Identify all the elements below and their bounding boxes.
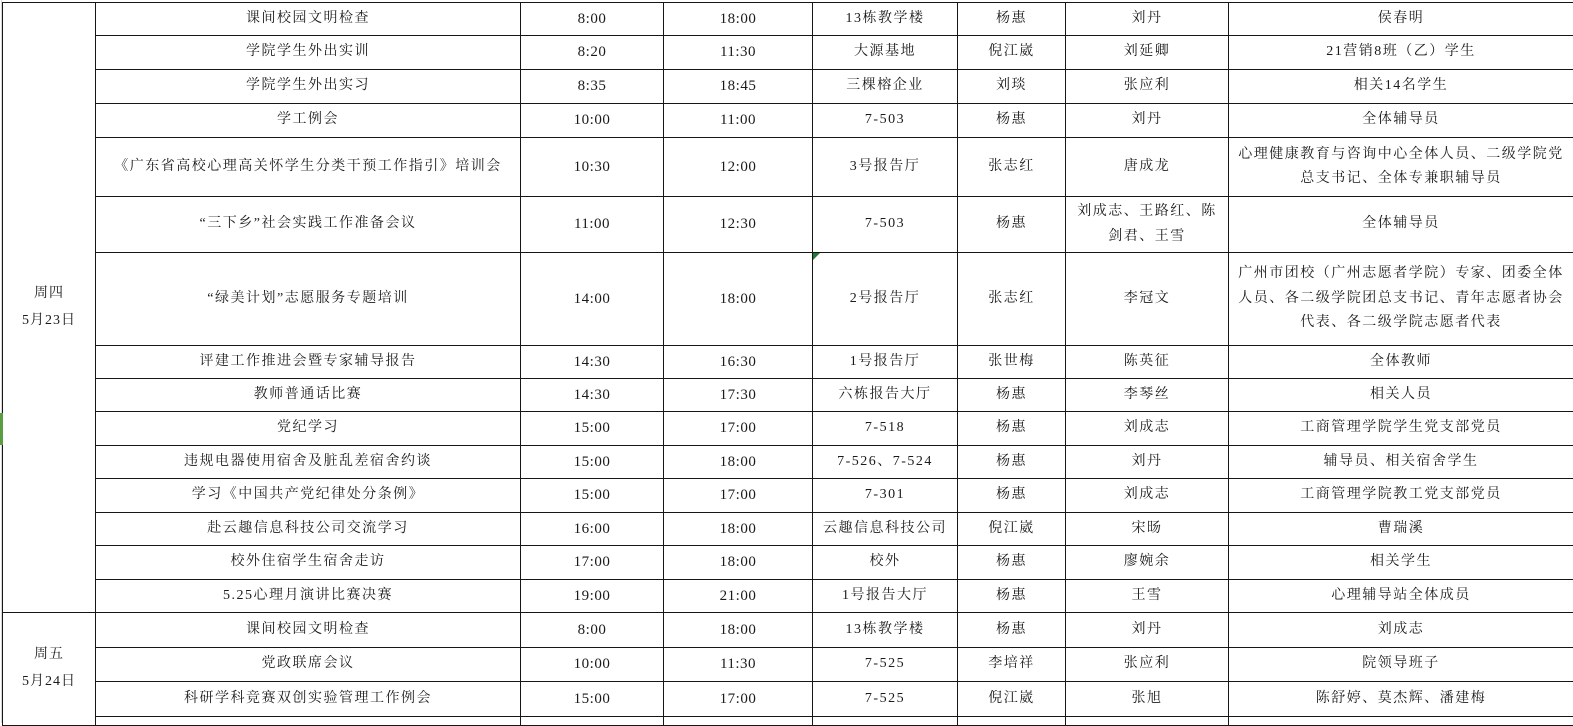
start-time-cell-text: 10:00: [574, 112, 611, 128]
location-cell[interactable]: [813, 648, 958, 682]
event-cell-text: 违规电器使用宿舍及脏乱差宿舍约谈: [184, 454, 432, 469]
event-cell[interactable]: [96, 446, 521, 479]
organizer-cell[interactable]: [1066, 580, 1229, 613]
end-time-cell-text: 17:00: [720, 487, 757, 503]
event-cell-text: 《广东省高校心理高关怀学生分类干预工作指引》培训会: [114, 159, 502, 174]
event-cell-text: 课间校园文明检查: [246, 11, 370, 26]
participants-cell-text: 心理健康教育与咨询中心全体人员、二级学院党总支书记、全体专兼职辅导员: [1238, 147, 1564, 187]
end-time-cell[interactable]: [664, 682, 813, 717]
participants-cell-text: 侯春明: [1378, 11, 1425, 26]
start-time-cell[interactable]: [521, 648, 664, 682]
event-cell-text: 5.25心理月演讲比赛决赛: [223, 588, 393, 603]
participants-cell-text: 全体辅导员: [1362, 112, 1440, 127]
person-in-charge-cell[interactable]: [958, 580, 1066, 613]
participants-cell[interactable]: [1229, 613, 1573, 648]
location-cell[interactable]: [813, 580, 958, 613]
location-cell-text: 7-518: [865, 420, 905, 435]
organizer-cell-text: 刘丹: [1132, 454, 1163, 469]
location-cell-text: 大源基地: [854, 44, 916, 59]
start-time-cell[interactable]: [521, 138, 664, 197]
start-time-cell[interactable]: [521, 412, 664, 446]
location-cell[interactable]: [813, 36, 958, 70]
participants-cell[interactable]: [1229, 580, 1573, 613]
person-in-charge-cell-text: 刘琰: [996, 78, 1027, 93]
location-cell[interactable]: [813, 104, 958, 138]
location-cell[interactable]: [813, 70, 958, 104]
start-time-cell[interactable]: [521, 546, 664, 580]
table-row: [3, 70, 1573, 104]
event-cell-text: 校外住宿学生宿舍走访: [231, 554, 386, 569]
end-time-cell[interactable]: [664, 138, 813, 197]
location-cell-text: 校外: [870, 554, 901, 569]
location-cell[interactable]: [813, 682, 958, 717]
date-label: 5月24日: [9, 669, 89, 696]
location-cell-text: 13栋教学楼: [846, 11, 925, 26]
event-cell[interactable]: [96, 682, 521, 717]
organizer-cell-text: 刘丹: [1132, 11, 1163, 26]
person-in-charge-cell-text: 倪江崴: [988, 44, 1035, 59]
start-time-cell[interactable]: [521, 613, 664, 648]
end-time-cell-text: 16:30: [720, 354, 757, 370]
participants-cell[interactable]: [1229, 717, 1573, 726]
organizer-cell[interactable]: [1066, 346, 1229, 379]
organizer-cell-text: 刘丹: [1132, 622, 1163, 637]
table-row: [3, 138, 1573, 197]
end-time-cell-text: 11:00: [720, 112, 756, 128]
participants-cell[interactable]: [1229, 648, 1573, 682]
person-in-charge-cell-text: 杨惠: [996, 554, 1027, 569]
event-cell-text: “三下乡”社会实践工作准备会议: [200, 216, 417, 231]
end-time-cell-text: 18:00: [720, 454, 757, 470]
start-time-cell-text: 15:00: [574, 691, 611, 707]
participants-cell[interactable]: [1229, 379, 1573, 412]
event-cell-text: “绿美计划”志愿服务专题培训: [207, 291, 408, 306]
table-row: [3, 36, 1573, 70]
start-time-cell-text: 15:00: [574, 420, 611, 436]
participants-cell[interactable]: [1229, 682, 1573, 717]
end-time-cell-text: 18:00: [720, 11, 757, 27]
table-row: [3, 346, 1573, 379]
person-in-charge-cell[interactable]: [958, 546, 1066, 580]
organizer-cell[interactable]: [1066, 613, 1229, 648]
participants-cell-text: 全体辅导员: [1362, 216, 1440, 231]
participants-cell-text: 辅导员、相关宿舍学生: [1324, 454, 1479, 469]
organizer-cell[interactable]: [1066, 682, 1229, 717]
end-time-cell[interactable]: [664, 36, 813, 70]
end-time-cell[interactable]: [664, 253, 813, 346]
start-time-cell[interactable]: [521, 717, 664, 726]
end-time-cell-text: 18:00: [720, 291, 757, 307]
location-cell-text: 7-525: [865, 691, 905, 706]
person-in-charge-cell-text: 杨惠: [996, 11, 1027, 26]
table-row: [3, 253, 1573, 346]
end-time-cell-text: 11:30: [720, 44, 756, 60]
event-cell[interactable]: [96, 546, 521, 580]
organizer-cell-text: 张应利: [1124, 78, 1171, 93]
event-cell[interactable]: [96, 253, 521, 346]
location-cell-text: 13栋教学楼: [846, 622, 925, 637]
participants-cell[interactable]: [1229, 104, 1573, 138]
organizer-cell[interactable]: [1066, 446, 1229, 479]
end-time-cell-text: 21:00: [720, 588, 757, 604]
participants-cell-text: 院领导班子: [1362, 656, 1440, 671]
end-time-cell-text: 17:00: [720, 420, 757, 436]
organizer-cell-text: 李冠文: [1124, 291, 1171, 306]
participants-cell[interactable]: [1229, 70, 1573, 104]
person-in-charge-cell[interactable]: [958, 36, 1066, 70]
location-cell[interactable]: [813, 613, 958, 648]
person-in-charge-cell-text: 杨惠: [996, 487, 1027, 502]
event-cell[interactable]: [96, 717, 521, 726]
person-in-charge-cell[interactable]: [958, 648, 1066, 682]
end-time-cell[interactable]: [664, 613, 813, 648]
location-cell-text: 7-503: [865, 216, 905, 231]
location-cell[interactable]: [813, 138, 958, 197]
person-in-charge-cell[interactable]: [958, 412, 1066, 446]
day-label: 周四: [9, 281, 89, 308]
organizer-cell[interactable]: [1066, 70, 1229, 104]
start-time-cell-text: 10:30: [574, 159, 611, 175]
participants-cell-text: 曹瑞溪: [1378, 521, 1425, 536]
person-in-charge-cell-text: 杨惠: [996, 622, 1027, 637]
table-row: [3, 104, 1573, 138]
participants-cell[interactable]: [1229, 197, 1573, 253]
start-time-cell-text: 8:00: [578, 622, 607, 638]
person-in-charge-cell-text: 张世梅: [988, 354, 1035, 369]
location-cell[interactable]: [813, 197, 958, 253]
event-cell[interactable]: [96, 346, 521, 379]
start-time-cell-text: 15:00: [574, 454, 611, 470]
participants-cell-text: 心理辅导站全体成员: [1331, 588, 1471, 603]
person-in-charge-cell[interactable]: [958, 104, 1066, 138]
location-cell-text: 7-503: [865, 112, 905, 127]
organizer-cell-text: 刘成志: [1124, 420, 1171, 435]
end-time-cell[interactable]: [664, 513, 813, 546]
end-time-cell[interactable]: [664, 3, 813, 36]
participants-cell[interactable]: [1229, 36, 1573, 70]
person-in-charge-cell[interactable]: [958, 717, 1066, 726]
location-cell[interactable]: [813, 717, 958, 726]
schedule-table: [2, 2, 1573, 726]
start-time-cell-text: 19:00: [574, 588, 611, 604]
participants-cell-text: 工商管理学院学生党支部党员: [1300, 420, 1502, 435]
person-in-charge-cell[interactable]: [958, 379, 1066, 412]
location-cell[interactable]: [813, 412, 958, 446]
end-time-cell-text: 17:00: [720, 691, 757, 707]
person-in-charge-cell[interactable]: [958, 197, 1066, 253]
person-in-charge-cell-text: 杨惠: [996, 454, 1027, 469]
table-row: [3, 717, 1573, 726]
person-in-charge-cell[interactable]: [958, 138, 1066, 197]
participants-cell[interactable]: [1229, 513, 1573, 546]
organizer-cell[interactable]: [1066, 3, 1229, 36]
end-time-cell[interactable]: [664, 346, 813, 379]
person-in-charge-cell-text: 杨惠: [996, 420, 1027, 435]
table-row: [3, 546, 1573, 580]
table-row: [3, 580, 1573, 613]
event-cell[interactable]: [96, 479, 521, 513]
event-cell-text: 学院学生外出实训: [246, 44, 370, 59]
location-cell[interactable]: [813, 513, 958, 546]
location-cell-text: 7-526、7-524: [837, 454, 933, 469]
organizer-cell-text: 王雪: [1132, 588, 1163, 603]
person-in-charge-cell-text: 张志红: [988, 159, 1035, 174]
organizer-cell-text: 张应利: [1124, 656, 1171, 671]
participants-cell[interactable]: [1229, 346, 1573, 379]
location-cell-text: 7-301: [865, 487, 905, 502]
organizer-cell[interactable]: [1066, 138, 1229, 197]
location-cell-text: 2号报告厅: [850, 291, 921, 306]
cell-flag-icon: [813, 253, 820, 260]
event-cell[interactable]: [96, 70, 521, 104]
location-cell-text: 3号报告厅: [850, 159, 921, 174]
event-cell-text: 学工例会: [277, 112, 339, 127]
person-in-charge-cell[interactable]: [958, 682, 1066, 717]
start-time-cell[interactable]: [521, 446, 664, 479]
person-in-charge-cell-text: 李培祥: [988, 656, 1035, 671]
event-cell[interactable]: [96, 36, 521, 70]
person-in-charge-cell-text: 倪江崴: [988, 691, 1035, 706]
person-in-charge-cell-text: 杨惠: [996, 112, 1027, 127]
organizer-cell[interactable]: [1066, 197, 1229, 253]
start-time-cell[interactable]: [521, 479, 664, 513]
person-in-charge-cell[interactable]: [958, 70, 1066, 104]
person-in-charge-cell[interactable]: [958, 513, 1066, 546]
organizer-cell[interactable]: [1066, 36, 1229, 70]
table-row: [3, 446, 1573, 479]
table-row: [3, 613, 1573, 648]
start-time-cell-text: 8:00: [578, 11, 607, 27]
organizer-cell-text: 张旭: [1132, 691, 1163, 706]
event-cell-text: 科研学科竞赛双创实验管理工作例会: [184, 691, 432, 706]
table-row: [3, 648, 1573, 682]
event-cell[interactable]: [96, 580, 521, 613]
end-time-cell[interactable]: [664, 546, 813, 580]
person-in-charge-cell-text: 杨惠: [996, 588, 1027, 603]
start-time-cell[interactable]: [521, 580, 664, 613]
table-row: [3, 197, 1573, 253]
end-time-cell-text: 17:30: [720, 387, 757, 403]
participants-cell-text: 21营销8班（乙）学生: [1326, 44, 1476, 59]
end-time-cell-text: 18:00: [720, 521, 757, 537]
participants-cell-text: 刘成志: [1378, 622, 1425, 637]
organizer-cell-text: 廖婉余: [1124, 554, 1171, 569]
start-time-cell[interactable]: [521, 104, 664, 138]
event-cell-text: 课间校园文明检查: [246, 622, 370, 637]
event-cell-text: 教师普通话比赛: [254, 387, 363, 402]
organizer-cell[interactable]: [1066, 253, 1229, 346]
end-time-cell[interactable]: [664, 70, 813, 104]
table-row: [3, 513, 1573, 546]
person-in-charge-cell-text: 杨惠: [996, 216, 1027, 231]
location-cell[interactable]: [813, 3, 958, 36]
participants-cell[interactable]: [1229, 446, 1573, 479]
end-time-cell-text: 12:00: [720, 159, 757, 175]
event-cell-text: 赴云趣信息科技公司交流学习: [207, 521, 409, 536]
location-cell[interactable]: [813, 346, 958, 379]
start-time-cell-text: 11:00: [574, 216, 610, 232]
end-time-cell[interactable]: [664, 104, 813, 138]
organizer-cell[interactable]: [1066, 379, 1229, 412]
participants-cell-text: 广州市团校（广州志愿者学院）专家、团委全体人员、各二级学院团总支书记、青年志愿者协会代表、各二级学院志愿者代表: [1238, 266, 1564, 330]
participants-cell-text: 相关人员: [1370, 387, 1432, 402]
event-cell[interactable]: [96, 3, 521, 36]
start-time-cell-text: 15:00: [574, 487, 611, 503]
table-row: [3, 3, 1573, 36]
organizer-cell-text: 唐成龙: [1124, 159, 1171, 174]
organizer-cell[interactable]: [1066, 648, 1229, 682]
event-cell-text: 学习《中国共产党纪律处分条例》: [192, 487, 425, 502]
participants-cell-text: 相关14名学生: [1354, 78, 1449, 93]
location-cell[interactable]: [813, 379, 958, 412]
person-in-charge-cell[interactable]: [958, 446, 1066, 479]
organizer-cell[interactable]: [1066, 513, 1229, 546]
location-cell-text: 1号报告厅: [850, 354, 921, 369]
end-time-cell-text: 18:00: [720, 622, 757, 638]
participants-cell-text: 全体教师: [1370, 354, 1432, 369]
participants-cell[interactable]: [1229, 253, 1573, 346]
participants-cell[interactable]: [1229, 479, 1573, 513]
organizer-cell[interactable]: [1066, 104, 1229, 138]
end-time-cell[interactable]: [664, 717, 813, 726]
event-cell[interactable]: [96, 104, 521, 138]
location-cell-text: 7-525: [865, 656, 905, 671]
event-cell[interactable]: [96, 197, 521, 253]
event-cell-text: 学院学生外出实习: [246, 78, 370, 93]
day-label: 周五: [9, 642, 89, 669]
end-time-cell[interactable]: [664, 648, 813, 682]
location-cell[interactable]: [813, 446, 958, 479]
person-in-charge-cell[interactable]: [958, 479, 1066, 513]
person-in-charge-cell[interactable]: [958, 253, 1066, 346]
sheet-left-edge: [1, 0, 2, 723]
organizer-cell-text: 刘成志: [1124, 487, 1171, 502]
start-time-cell-text: 14:30: [574, 387, 611, 403]
organizer-cell-text: 陈英征: [1124, 354, 1171, 369]
start-time-cell[interactable]: [521, 513, 664, 546]
table-row: [3, 412, 1573, 446]
start-time-cell[interactable]: [521, 197, 664, 253]
participants-cell[interactable]: [1229, 546, 1573, 580]
table-row: [3, 682, 1573, 717]
event-cell[interactable]: [96, 379, 521, 412]
start-time-cell[interactable]: [521, 346, 664, 379]
organizer-cell[interactable]: [1066, 717, 1229, 726]
person-in-charge-cell[interactable]: [958, 346, 1066, 379]
event-cell[interactable]: [96, 513, 521, 546]
day-cell[interactable]: [3, 3, 96, 613]
left-selection-strip: [0, 413, 3, 445]
table-row: [3, 379, 1573, 412]
event-cell-text: 党纪学习: [277, 420, 339, 435]
location-cell[interactable]: [813, 253, 958, 346]
participants-cell[interactable]: [1229, 3, 1573, 36]
end-time-cell-text: 18:45: [720, 78, 757, 94]
end-time-cell[interactable]: [664, 412, 813, 446]
start-time-cell-text: 8:35: [578, 78, 607, 94]
start-time-cell[interactable]: [521, 36, 664, 70]
end-time-cell[interactable]: [664, 580, 813, 613]
location-cell-text: 云趣信息科技公司: [823, 521, 947, 536]
start-time-cell-text: 16:00: [574, 521, 611, 537]
start-time-cell[interactable]: [521, 253, 664, 346]
day-cell[interactable]: [3, 613, 96, 726]
participants-cell-text: 相关学生: [1370, 554, 1432, 569]
end-time-cell[interactable]: [664, 197, 813, 253]
table-row: [3, 479, 1573, 513]
organizer-cell[interactable]: [1066, 412, 1229, 446]
end-time-cell-text: 12:30: [720, 216, 757, 232]
start-time-cell[interactable]: [521, 682, 664, 717]
start-time-cell-text: 17:00: [574, 554, 611, 570]
end-time-cell[interactable]: [664, 379, 813, 412]
organizer-cell-text: 刘丹: [1132, 112, 1163, 127]
location-cell[interactable]: [813, 546, 958, 580]
event-cell[interactable]: [96, 412, 521, 446]
start-time-cell-text: 8:20: [578, 44, 607, 60]
person-in-charge-cell[interactable]: [958, 3, 1066, 36]
event-cell-text: 评建工作推进会暨专家辅导报告: [200, 354, 417, 369]
start-time-cell[interactable]: [521, 379, 664, 412]
organizer-cell-text: 宋旸: [1132, 521, 1163, 536]
start-time-cell[interactable]: [521, 3, 664, 36]
start-time-cell-text: 14:30: [574, 354, 611, 370]
start-time-cell-text: 14:00: [574, 291, 611, 307]
date-label: 5月23日: [9, 308, 89, 335]
participants-cell[interactable]: [1229, 412, 1573, 446]
person-in-charge-cell-text: 张志红: [988, 291, 1035, 306]
participants-cell-text: 陈舒婷、莫杰辉、潘建梅: [1316, 691, 1487, 706]
location-cell-text: 1号报告大厅: [842, 588, 928, 603]
person-in-charge-cell-text: 杨惠: [996, 387, 1027, 402]
end-time-cell-text: 18:00: [720, 554, 757, 570]
organizer-cell-text: 刘延卿: [1124, 44, 1171, 59]
event-cell[interactable]: [96, 648, 521, 682]
location-cell-text: 六栋报告大厅: [839, 387, 932, 402]
event-cell-text: 党政联席会议: [262, 656, 355, 671]
end-time-cell-text: 11:30: [720, 656, 756, 672]
location-cell-text: 三棵榕企业: [846, 78, 924, 93]
participants-cell-text: 工商管理学院教工党支部党员: [1300, 487, 1502, 502]
person-in-charge-cell[interactable]: [958, 613, 1066, 648]
person-in-charge-cell-text: 倪江崴: [988, 521, 1035, 536]
participants-cell[interactable]: [1229, 138, 1573, 197]
organizer-cell[interactable]: [1066, 479, 1229, 513]
start-time-cell-text: 10:00: [574, 656, 611, 672]
event-cell[interactable]: [96, 613, 521, 648]
organizer-cell-text: 李琴丝: [1124, 387, 1171, 402]
end-time-cell[interactable]: [664, 479, 813, 513]
organizer-cell-text: 刘成志、王路红、陈剑君、王雪: [1077, 204, 1217, 244]
organizer-cell[interactable]: [1066, 546, 1229, 580]
end-time-cell[interactable]: [664, 446, 813, 479]
start-time-cell[interactable]: [521, 70, 664, 104]
event-cell[interactable]: [96, 138, 521, 197]
location-cell[interactable]: [813, 479, 958, 513]
